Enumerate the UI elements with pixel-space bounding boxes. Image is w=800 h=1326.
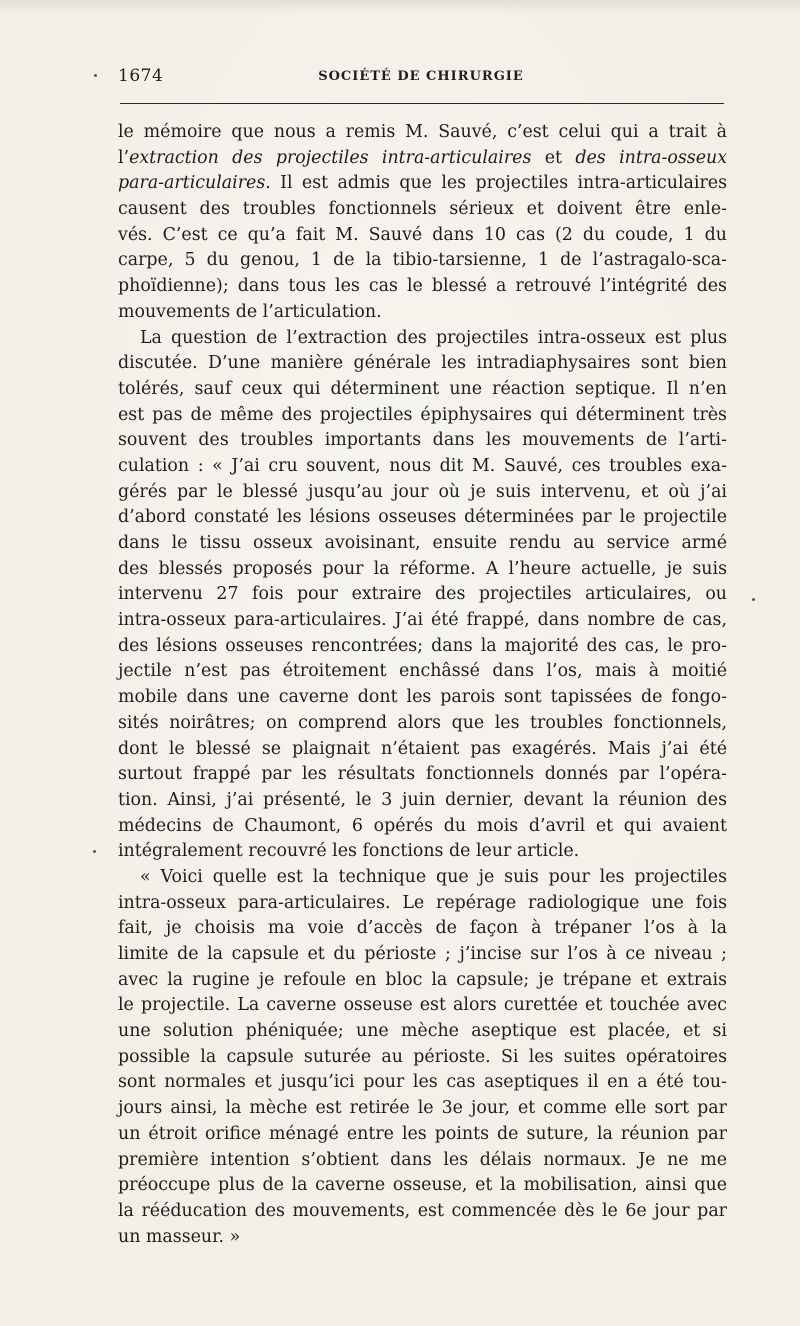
page-top-edge [0,0,800,14]
text-line: médecins de Chaumont, 6 opérés du mois d’avril et qui avaient [118,815,727,836]
text-line: phoïdienne); dans tous les cas le blessé a retrouvé l’intégrité des [118,276,727,297]
text-line: est pas de même des projectiles épiphysaires qui déterminent très [118,404,727,425]
text-fragment: et [531,147,576,168]
page-number: 1674 [118,66,164,86]
text-line [118,146,727,172]
text-line: un étroit orifice ménagé entre les points de suture, la réunion par [118,1123,727,1144]
text-line: le mémoire que nous a remis M. Sauvé, c’est celui qui a trait à [118,122,727,142]
italic-phrase: para-articulaires. [118,173,271,194]
text-line: causent des troubles fonctionnels sérieux et doivent être enle- [118,199,727,220]
italic-phrase: des intra-osseux [575,147,727,168]
text-line: jours ainsi, la mèche est retirée le 3e jour, et comme elle sort par [118,1098,727,1119]
text-line: La question de l’extraction des projectiles intra-osseux est plus [140,327,727,348]
text-line: carpe, 5 du genou, 1 de la tibio-tarsienne, 1 de l’astragalo-sca- [118,250,727,271]
text-line: intra-osseux para-articulaires. J’ai été frappé, dans nombre de cas, [118,610,727,631]
text-line: souvent des troubles importants dans les mouvements de l’arti- [118,430,727,451]
text-line: gérés par le blessé jusqu’au jour où je suis intervenu, et où j’ai [118,481,727,502]
text-line: limite de la capsule et du périoste ; j’incise sur l’os à ce niveau ; [118,944,727,964]
text-fragment: l’ [118,147,130,168]
italic-phrase: extraction des projectiles intra-articulaires [129,147,532,168]
text-line: la rééducation des mouvements, est commencée dès le 6e jour par [118,1200,727,1221]
margin-speck [94,74,97,77]
text-line: intégralement recouvré les fonctions de leur article. [118,841,580,862]
margin-speck [93,850,96,853]
text-line [118,171,727,197]
text-line: sités noirâtres; on comprend alors que les troubles fonctionnels, [118,712,727,733]
text-line: vés. C’est ce qu’a fait M. Sauvé dans 10 cas (2 du coude, 1 du [118,224,727,245]
text-line: surtout frappé par les résultats fonctionnels donnés par l’opéra- [118,764,727,785]
text-line: première intention s’obtient dans les délais normaux. Je ne me [118,1149,727,1170]
text-line: préoccupe plus de la caverne osseuse, et la mobilisation, ainsi que [118,1175,727,1196]
text-line: discutée. D’une manière générale les intradiaphysaires sont bien [118,353,727,374]
text-line: avec la rugine je refoule en bloc la capsule; je trépane et extrais [118,969,727,990]
text-line: dans le tissu osseux avoisinant, ensuite rendu au service armé [118,533,727,553]
text-line: des blessés proposés pour la réforme. A l’heure actuelle, je suis [118,558,727,579]
text-line: culation : « J’ai cru souvent, nous dit M. Sauvé, ces troubles exa- [118,455,727,476]
text-line: dont le blessé se plaignait n’étaient pas exagérés. Mais j’ai été [118,738,727,759]
text-line: tolérés, sauf ceux qui déterminent une réaction septique. Il n’en [118,378,727,399]
paragraph-3 [118,865,727,1250]
text-line: une solution phéniquée; une mèche aseptique est placée, et si [118,1021,727,1042]
text-line: le projectile. La caverne osseuse est alors curettée et touchée avec [118,995,727,1016]
body-text [118,120,727,1250]
paragraph-1 [118,120,727,326]
text-line: d’abord constaté les lésions osseuses déterminées par le projectile [118,507,727,528]
paragraph-2 [118,326,727,865]
text-line: intervenu 27 fois pour extraire des projectiles articulaires, ou [118,584,727,605]
text-line: des lésions osseuses rencontrées; dans la majorité des cas, le pro- [118,635,727,656]
text-line: possible la capsule suturée au périoste. Si les suites opératoires [118,1046,727,1067]
text-line: mobile dans une caverne dont les parois sont tapissées de fongo- [118,687,727,708]
text-line: jectile n’est pas étroitement enchâssé dans l’os, mais à moitié [118,661,727,682]
text-line: tion. Ainsi, j’ai présenté, le 3 juin dernier, devant la réunion des [118,789,727,810]
text-fragment: Il est admis que les projectiles intra-articulaires [270,173,727,194]
text-line: mouvements de l’articulation. [118,301,382,322]
text-line: sont normales et jusqu’ici pour les cas aseptiques il en a été tou- [118,1072,727,1093]
header-rule [120,103,724,104]
running-head: SOCIÉTÉ DE CHIRURGIE [318,69,524,84]
page-header [118,66,724,92]
margin-speck [752,598,755,601]
text-line: intra-osseux para-articulaires. Le repérage radiologique une fois [118,892,727,913]
text-line: « Voici quelle est la technique que je suis pour les projectiles [140,866,727,887]
text-line: un masseur. » [118,1226,241,1247]
text-line: fait, je choisis ma voie d’accès de façon à trépaner l’os à la [118,918,727,939]
